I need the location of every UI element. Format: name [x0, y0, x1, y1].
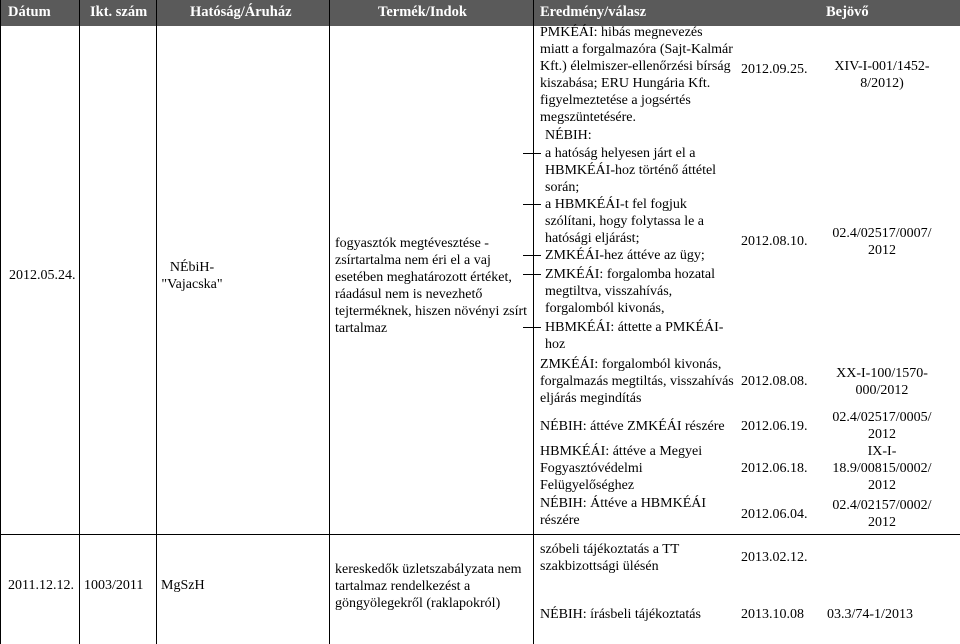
result-ref: 8/2012) [860, 76, 904, 91]
result-ref: 2012 [868, 243, 896, 258]
col-header-datum: Dátum [8, 4, 51, 20]
result-bullet-line: a hatóság helyesen járt el a [545, 146, 696, 161]
col-header-termek: Termék/Indok [378, 4, 467, 20]
result-bullet-line: ZMKÉÁI: forgalomba hozatal [545, 267, 716, 282]
result-line: megszüntetésére. [540, 110, 637, 125]
result-ref: 02.4/02517/0005/ [832, 410, 932, 425]
result-line: ZMKÉÁI: forgalomból kivonás, [540, 357, 722, 372]
col-header-ikt: Ikt. szám [90, 4, 148, 20]
row-divider [0, 534, 960, 535]
result-bullet-line: HBMKÉÁI-hoz történő áttétel [545, 163, 717, 178]
result-line: részére [540, 513, 580, 528]
result-bullet-line: során; [545, 180, 580, 195]
grid-line [329, 0, 330, 644]
list-bullet [523, 255, 541, 256]
result-bullet-line: a HBMKÉÁI-t fel fogjuk [545, 197, 687, 212]
result-line: szóbeli tájékoztatás a TT [540, 542, 680, 557]
result-ref: 02.4/02157/0002/ [832, 498, 932, 513]
result-date: 2012.08.08. [741, 374, 808, 389]
col-header-hatosag: Hatóság/Áruház [190, 4, 292, 20]
result-bullet-line: hatósági eljárást; [545, 231, 640, 246]
grid-line [533, 0, 534, 644]
grid-line [156, 0, 157, 644]
row2-reason-line: tartalmaz rendelkezést a [335, 579, 471, 594]
result-ref: IX-I- [867, 444, 897, 459]
row1-authority-line: NÉbiH- [169, 260, 215, 275]
result-ref: XIV-I-001/1452- [834, 59, 930, 74]
grid-line [0, 0, 1, 644]
result-bullet-line: megtiltva, visszahívás, [545, 284, 673, 299]
col-header-bejovo: Bejövő [826, 4, 869, 20]
table-header [0, 0, 960, 26]
result-date: 2012.06.18. [741, 461, 808, 476]
row1-reason-line: tejterméknek, hiszen növényi zsírt [335, 304, 528, 319]
row1-reason-line: zsírtartalma nem éri el a vaj [335, 253, 491, 268]
result-bullet-line: forgalomból kivonás, [545, 301, 665, 316]
row1-date: 2012.05.24. [9, 268, 76, 283]
result-date: 2013.10.08 [741, 607, 804, 622]
result-line: NÉBIH: áttéve ZMKÉÁI részére [540, 419, 725, 434]
row2-date: 2011.12.12. [8, 578, 74, 593]
list-bullet [523, 204, 541, 205]
list-bullet [523, 327, 541, 328]
row1-authority-line: "Vajacska" [161, 277, 223, 292]
result-line: Felügyelőséghez [540, 478, 635, 493]
result-line: forgalmazás megtiltás, visszahívás [540, 374, 734, 389]
row2-authority: MgSzH [161, 578, 205, 593]
result-line: figyelmeztetése a jogsértés [540, 93, 691, 108]
list-bullet [523, 153, 541, 154]
result-line: Fogyasztóvédelmi [540, 461, 643, 476]
result-bullet-line: ZMKÉÁI-hez áttéve az ügy; [545, 248, 705, 263]
row1-reason-line: tartalmaz [335, 321, 388, 336]
result-ref: 02.4/02517/0007/ [832, 226, 932, 241]
grid-line [79, 0, 80, 644]
result-bullet-line: HBMKÉÁI: áttette a PMKÉÁI- [545, 320, 724, 335]
result-ref: 03.3/74-1/2013 [827, 607, 913, 622]
result-ref: 2012 [868, 478, 896, 493]
result-ref: XX-I-100/1570- [836, 366, 928, 381]
result-heading: NÉBIH: [545, 128, 592, 143]
result-line: NÉBIH: Áttéve a HBMKÉÁI [540, 496, 707, 511]
result-line: Kft.) élelmiszer-ellenőrzési bírság [540, 59, 731, 74]
result-bullet-line: hoz [545, 337, 566, 352]
result-ref: 2012 [868, 427, 896, 442]
result-date: 2012.06.04. [741, 507, 808, 522]
row1-reason-line: ráadásul nem is nevezhető [335, 287, 483, 302]
result-date: 2013.02.12. [741, 550, 808, 565]
row2-ikt: 1003/2011 [84, 578, 144, 593]
row2-reason-line: kereskedők üzletszabályzata nem [335, 562, 522, 577]
result-line: kiszabása; ERU Hungária Kft. [540, 76, 711, 91]
result-line: HBMKÉÁI: áttéve a Megyei [540, 444, 703, 459]
result-ref: 18.9/00815/0002/ [832, 461, 932, 476]
row2-reason-line: göngyölegekről (raklapokról) [335, 596, 501, 611]
result-line: PMKÉÁI: hibás megnevezés [540, 25, 703, 40]
result-ref: 000/2012 [855, 383, 909, 398]
result-line: szakbizottsági ülésén [540, 559, 659, 574]
result-line: miatt a forgalmazóra (Sajt-Kalmár [540, 42, 733, 57]
result-bullet-line: szólítani, hogy folytassa le a [545, 214, 705, 229]
row1-reason-line: esetében meghatározott értéket, [335, 270, 512, 285]
col-header-eredmeny: Eredmény/válasz [540, 4, 647, 20]
result-ref: 2012 [868, 515, 896, 530]
result-date: 2012.09.25. [741, 62, 808, 77]
result-date: 2012.08.10. [741, 234, 808, 249]
result-date: 2012.06.19. [741, 419, 808, 434]
list-bullet [523, 274, 541, 275]
row1-reason-line: fogyasztók megtévesztése - [335, 236, 489, 251]
result-line: eljárás megindítás [540, 391, 642, 406]
result-line: NÉBIH: írásbeli tájékoztatás [540, 607, 701, 622]
